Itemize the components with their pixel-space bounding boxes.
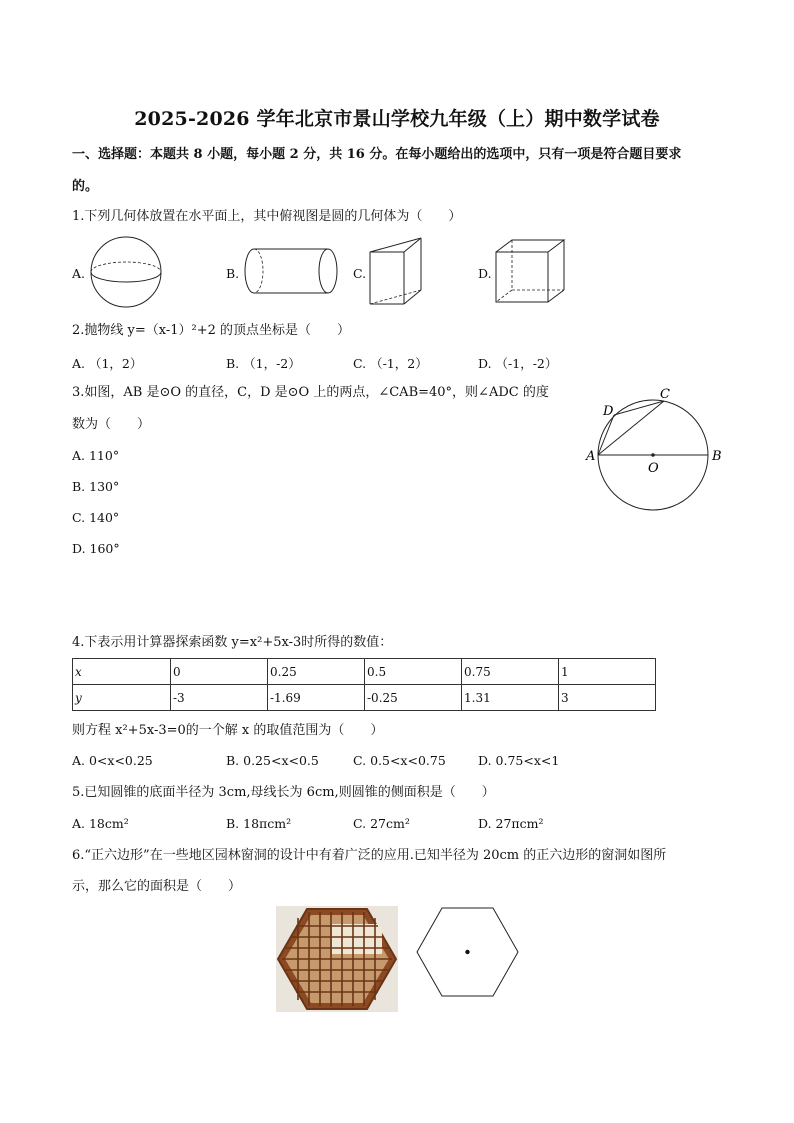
q6-stem-line2: 示，那么它的面积是（ ） — [72, 879, 242, 894]
table-cell: y — [73, 685, 171, 711]
point-b-label: B — [712, 449, 722, 464]
q4-option-c: C. 0.5<x<0.75 — [353, 753, 446, 768]
q1-option-a: A. — [72, 266, 86, 281]
q4-option-d: D. 0.75<x<1 — [478, 753, 560, 768]
table-cell: 0 — [171, 659, 268, 685]
q1-stem: 1.下列几何体放置在水平面上，其中俯视图是圆的几何体为（ ） — [72, 209, 462, 224]
cube-icon — [492, 238, 570, 304]
q6-stem-line1: 6.“正六边形”在一些地区园林窗洞的设计中有着广泛的应用.已知半径为 20cm 的正六边形的窗洞如图所 — [72, 848, 667, 863]
q3-option-d: D. 160° — [72, 541, 120, 556]
q5-stem: 5.已知圆锥的底面半径为 3cm,母线长为 6cm,则圆锥的侧面积是（ ） — [72, 785, 495, 800]
table-cell: 0.75 — [462, 659, 559, 685]
table-cell: 3 — [559, 685, 656, 711]
q4-stem: 4.下表示用计算器探索函数 y=x²+5x-3时所得的数值： — [72, 635, 393, 650]
q2-option-a: A. （1，2） — [72, 356, 143, 371]
hexagon-diagram — [416, 906, 520, 998]
page-title: 2025-2026 学年北京市景山学校九年级（上）期中数学试卷 — [134, 108, 660, 130]
calculator-table — [72, 658, 656, 711]
q3-option-b: B. 130° — [72, 479, 120, 494]
sphere-icon — [86, 236, 166, 308]
q5-option-b: B. 18πcm² — [226, 816, 292, 831]
q4-option-b: B. 0.25<x<0.5 — [226, 753, 319, 768]
q5-option-a: A. 18cm² — [72, 816, 129, 831]
section-heading-cont: 的。 — [72, 179, 99, 194]
q5-option-d: D. 27πcm² — [478, 816, 544, 831]
q1-option-c: C. — [353, 266, 367, 281]
point-d-label: D — [603, 404, 614, 419]
cylinder-icon — [240, 246, 340, 298]
triangular-prism-icon — [366, 234, 426, 308]
q2-option-d: D. （-1，-2） — [478, 356, 558, 371]
circle-diagram — [586, 384, 726, 514]
table-row — [73, 659, 656, 685]
q1-option-b: B. — [226, 266, 240, 281]
point-a-label: A — [586, 449, 596, 464]
point-c-label: C — [660, 387, 670, 402]
section-heading: 一、选择题：本题共 8 小题，每小题 2 分，共 16 分。在每小题给出的选项中，只有一项是符合题目要求 — [72, 147, 682, 162]
q2-option-c: C. （-1，2） — [353, 356, 428, 371]
q2-option-b: B. （1，-2） — [226, 356, 301, 371]
table-cell: -3 — [171, 685, 268, 711]
table-cell: 1.31 — [462, 685, 559, 711]
table-cell: -0.25 — [365, 685, 462, 711]
table-cell: 1 — [559, 659, 656, 685]
q3-option-c: C. 140° — [72, 510, 120, 525]
table-cell: x — [73, 659, 171, 685]
q3-option-a: A. 110° — [72, 448, 120, 463]
q2-stem: 2.抛物线 y=（x-1）²+2 的顶点坐标是（ ） — [72, 323, 351, 338]
table-cell: 0.25 — [268, 659, 365, 685]
table-row — [73, 685, 656, 711]
q3-stem-line2: 数为（ ） — [72, 417, 151, 432]
q5-option-c: C. 27cm² — [353, 816, 410, 831]
table-cell: 0.5 — [365, 659, 462, 685]
q4-option-a: A. 0<x<0.25 — [72, 753, 153, 768]
q1-option-d: D. — [478, 266, 492, 281]
point-o-label: O — [648, 461, 659, 476]
q4-question: 则方程 x²+5x-3=0的一个解 x 的取值范围为（ ） — [72, 723, 384, 738]
hexagon-window-photo — [276, 906, 398, 1012]
table-cell: -1.69 — [268, 685, 365, 711]
q3-stem-line1: 3.如图，AB 是⊙O 的直径，C，D 是⊙O 上的两点，∠CAB=40°，则∠ADC 的度 — [72, 385, 549, 400]
